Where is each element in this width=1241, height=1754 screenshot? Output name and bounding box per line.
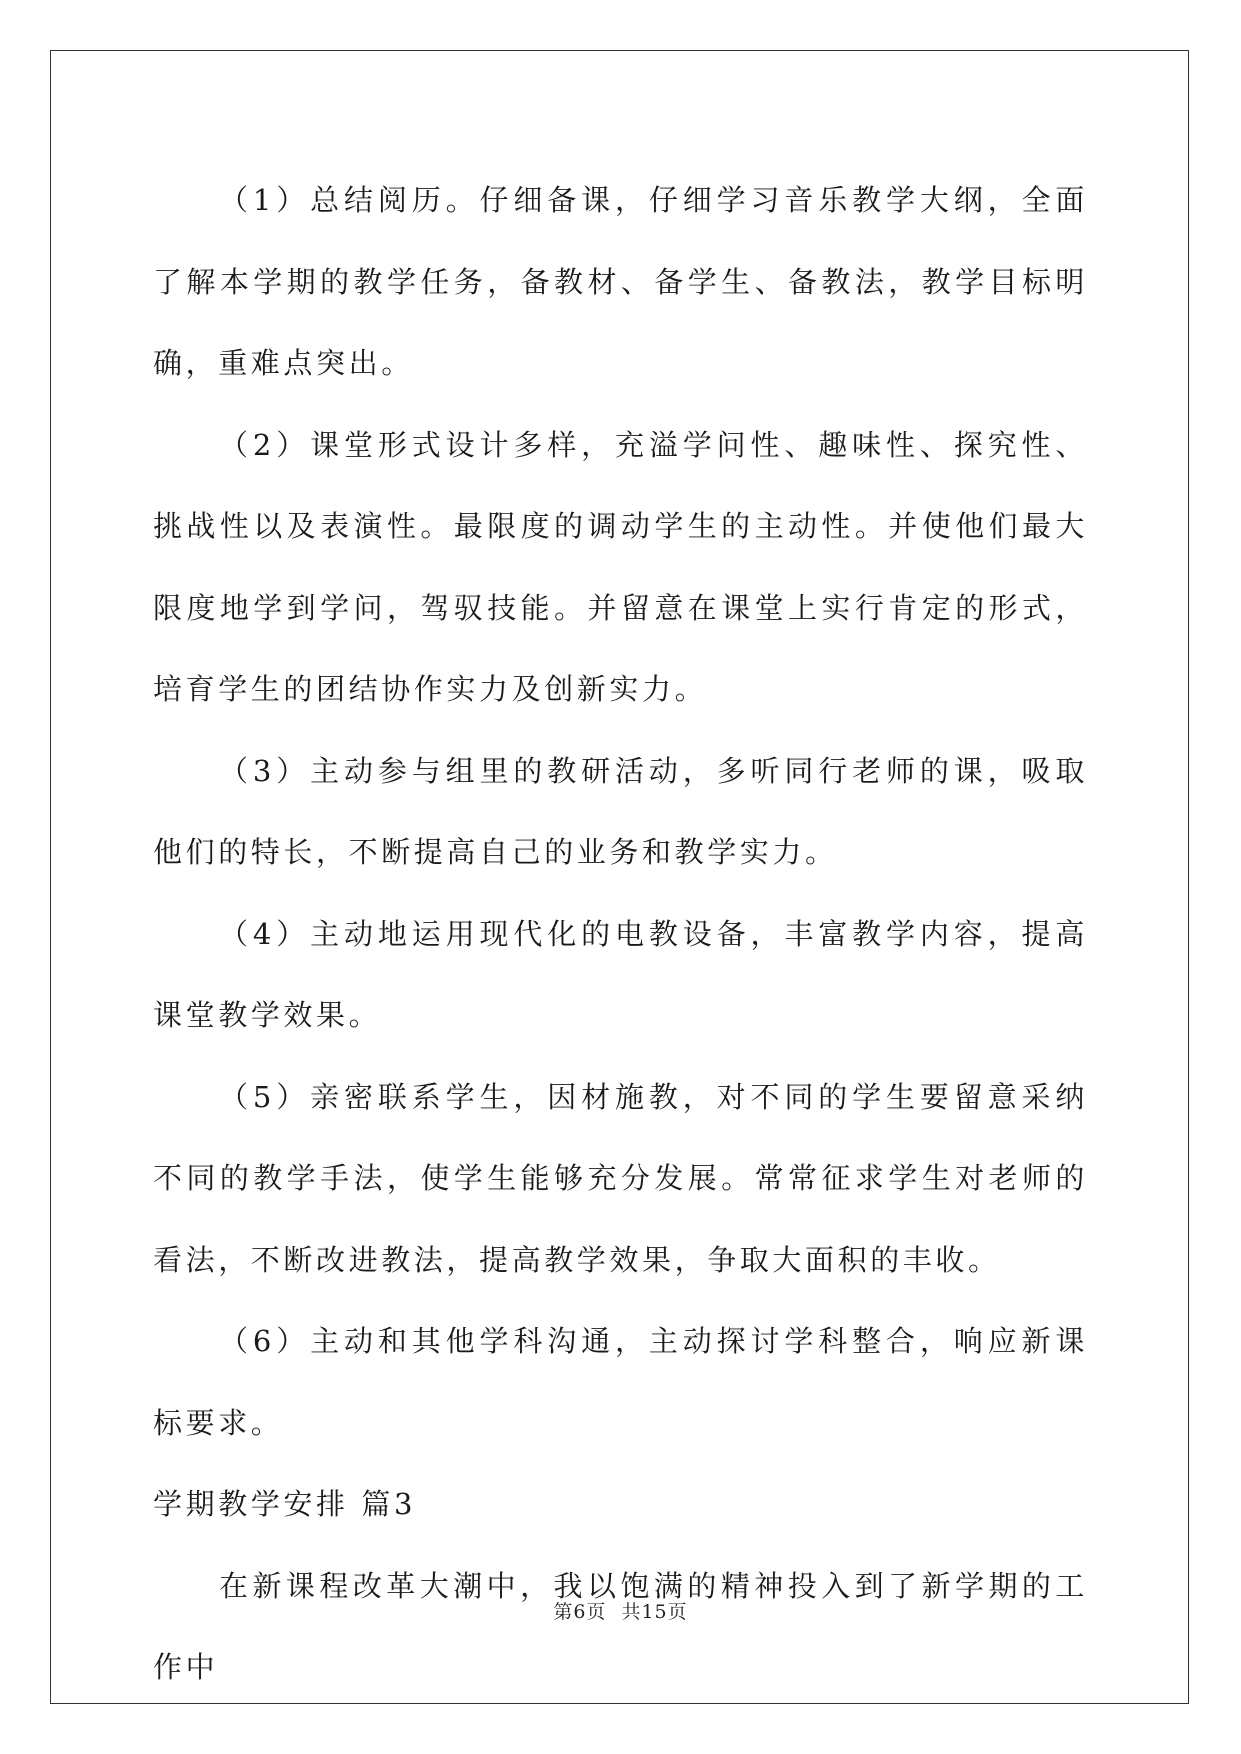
paragraph-6: （6）主动和其他学科沟通，主动探讨学科整合，响应新课标要求。 — [153, 1324, 1088, 1440]
paragraph-5: （5）亲密联系学生，因材施教，对不同的学生要留意采纳不同的教学手法，使学生能够充分发展。常常征求学生对老师的看法，不断改进教法，提高教学效果，争取大面积的丰收。 — [153, 1079, 1088, 1277]
paragraph-3: （3）主动参与组里的教研活动，多听同行老师的课，吸取他们的特长，不断提高自己的业务和教学实力。 — [153, 753, 1088, 869]
paragraph-1: （1）总结阅历。仔细备课，仔细学习音乐教学大纲，全面了解本学期的教学任务，备教材、备学生、备教法，教学目标明确，重难点突出。 — [153, 183, 1088, 380]
paragraph-2: （2）课堂形式设计多样，充溢学问性、趣味性、探究性、挑战性以及表演性。最限度的调动学生的主动性。并使他们最大限度地学到学问，驾驭技能。并留意在课堂上实行肯定的形式，培育学生的团结协作实力及创新实力。 — [153, 427, 1088, 706]
page-footer — [0, 1597, 1241, 1624]
closing-paragraph: 在新课程改革大潮中，我以饱满的精神投入到了新学期的工作中 — [153, 1568, 1088, 1684]
section-heading: 学期教学安排 篇3 — [153, 1487, 417, 1521]
total-pages-label: 共15页 — [621, 1601, 688, 1623]
current-page-label: 第6页 — [553, 1601, 607, 1623]
paragraph-4: （4）主动地运用现代化的电教设备，丰富教学内容，提高课堂教学效果。 — [153, 916, 1088, 1032]
document-body — [153, 160, 1088, 1709]
